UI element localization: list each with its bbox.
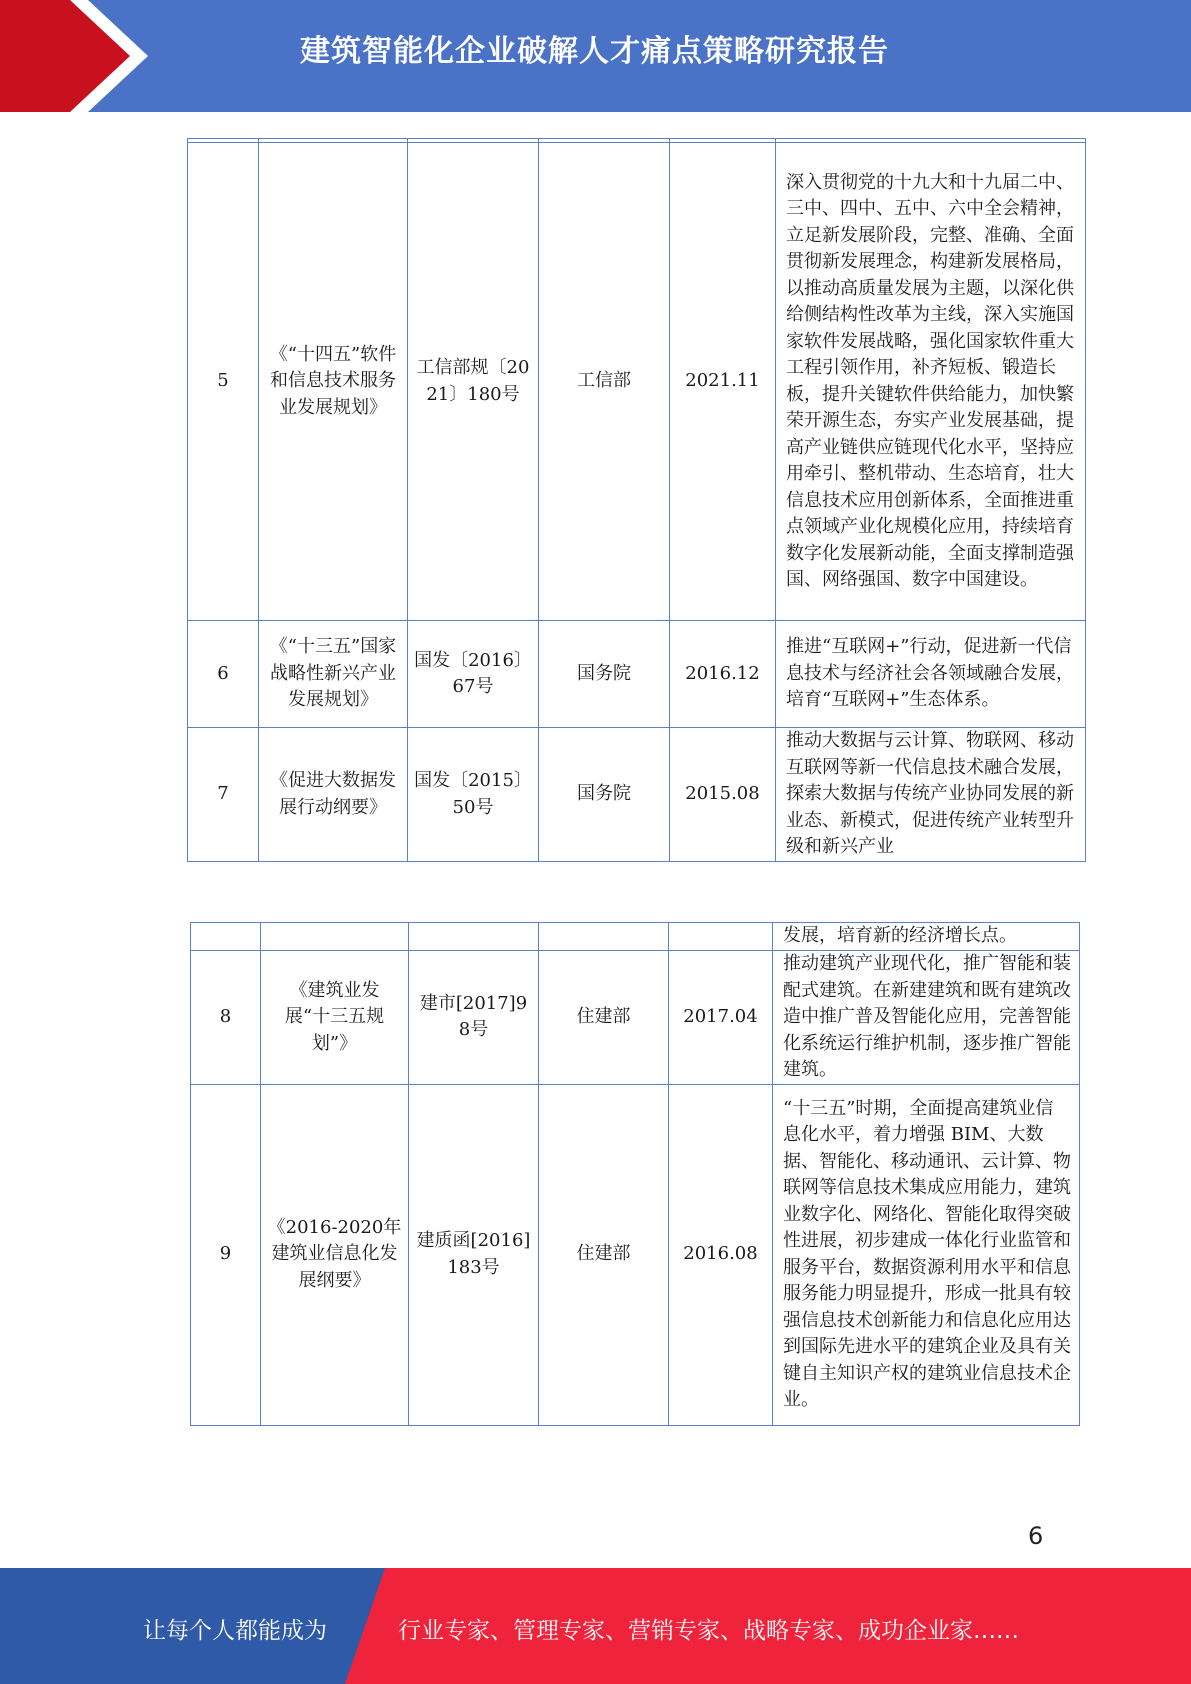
- issuing-department: 工信部: [539, 143, 670, 621]
- issuing-department: 国务院: [539, 621, 670, 728]
- table-row: [191, 1084, 1080, 1425]
- document-number: [409, 923, 539, 951]
- red-chevron-icon: [0, 0, 160, 112]
- policy-table-part-2: [190, 922, 1080, 1426]
- issue-date: 2015.08: [670, 728, 776, 862]
- report-title: 建筑智能化企业破解人才痛点策略研究报告: [300, 34, 889, 69]
- issue-date: [669, 923, 773, 951]
- issue-date: 2016.12: [670, 621, 776, 728]
- row-number: [191, 923, 261, 951]
- policy-description: 推动大数据与云计算、物联网、移动互联网等新一代信息技术融合发展，探索大数据与传统产业协同发展的新业态、新模式，促进传统产业转型升级和新兴产业: [776, 728, 1086, 862]
- issuing-department: [539, 923, 669, 951]
- policy-name: 《2016-2020年建筑业信息化发展纲要》: [261, 1084, 409, 1425]
- document-number: 国发〔2016〕67号: [408, 621, 539, 728]
- issue-date: 2021.11: [670, 143, 776, 621]
- policy-name: 《“十三五”国家战略性新兴产业发展规划》: [259, 621, 408, 728]
- document-number: 工信部规〔2021〕180号: [408, 143, 539, 621]
- row-number: 6: [188, 621, 259, 728]
- issue-date: 2016.08: [669, 1084, 773, 1425]
- policy-name: 《促进大数据发展行动纲要》: [259, 728, 408, 862]
- footer-slogan-left: 让每个人都能成为: [143, 1618, 327, 1644]
- policy-description: 深入贯彻党的十九大和十九届二中、三中、四中、五中、六中全会精神，立足新发展阶段，完整、准确、全面贯彻新发展理念，构建新发展格局，以推动高质量发展为主题，以深化供给侧结构性改革为主线，深入实施国家软件发展战略，强化国家软件重大工程引领作用，补齐短板、锻造长板，提升关键软件供给能力，加快繁荣开源生态，夯实产业发展基础，提高产业链供应链现代化水平，坚持应用牵引、整机带动、生态培育，壮大信息技术应用创新体系，全面推进重点领域产业化规模化应用，持续培育数字化发展新动能，全面支撑制造强国、网络强国、数字中国建设。: [776, 143, 1086, 621]
- table-row: [188, 143, 1086, 621]
- page-footer: [0, 1568, 1191, 1684]
- page-number: 6: [1028, 1522, 1044, 1550]
- table-row: [188, 621, 1086, 728]
- table-row: [191, 951, 1080, 1085]
- row-number: 8: [191, 951, 261, 1085]
- issuing-department: 国务院: [539, 728, 670, 862]
- policy-description: 推动建筑产业现代化，推广智能和装配式建筑。在新建建筑和既有建筑改造中推广普及智能化应用，完善智能化系统运行维护机制，逐步推广智能建筑。: [773, 951, 1080, 1085]
- table-row: [188, 728, 1086, 862]
- policy-description: 推进“互联网+”行动，促进新一代信息技术与经济社会各领域融合发展，培育“互联网+”生态体系。: [776, 621, 1086, 728]
- footer-slogan-right: 行业专家、管理专家、营销专家、战略专家、成功企业家……: [398, 1618, 1019, 1644]
- policy-name: 《建筑业发展“十三五规划”》: [261, 951, 409, 1085]
- issue-date: 2017.04: [669, 951, 773, 1085]
- row-number: 9: [191, 1084, 261, 1425]
- document-number: 建质函[2016]183号: [409, 1084, 539, 1425]
- row-number: 5: [188, 143, 259, 621]
- issuing-department: 住建部: [539, 1084, 669, 1425]
- document-number: 国发〔2015〕50号: [408, 728, 539, 862]
- page-header: [0, 0, 1191, 112]
- policy-table-part-1: [187, 138, 1086, 862]
- policy-description: 发展，培育新的经济增长点。: [773, 923, 1080, 951]
- table-row: [191, 923, 1080, 951]
- policy-description: “十三五”时期，全面提高建筑业信息化水平，着力增强 BIM、大数据、智能化、移动通讯、云计算、物联网等信息技术集成应用能力，建筑业数字化、网络化、智能化取得突破性进展，初步建成一体化行业监管和服务平台，数据资源利用水平和信息服务能力明显提升，形成一批具有较强信息技术创新能力和信息化应用达到国际先进水平的建筑企业及具有关键自主知识产权的建筑业信息技术企业。: [773, 1084, 1080, 1425]
- policy-name: 《“十四五”软件和信息技术服务业发展规划》: [259, 143, 408, 621]
- row-number: 7: [188, 728, 259, 862]
- issuing-department: 住建部: [539, 951, 669, 1085]
- document-number: 建市[2017]98号: [409, 951, 539, 1085]
- policy-name: [261, 923, 409, 951]
